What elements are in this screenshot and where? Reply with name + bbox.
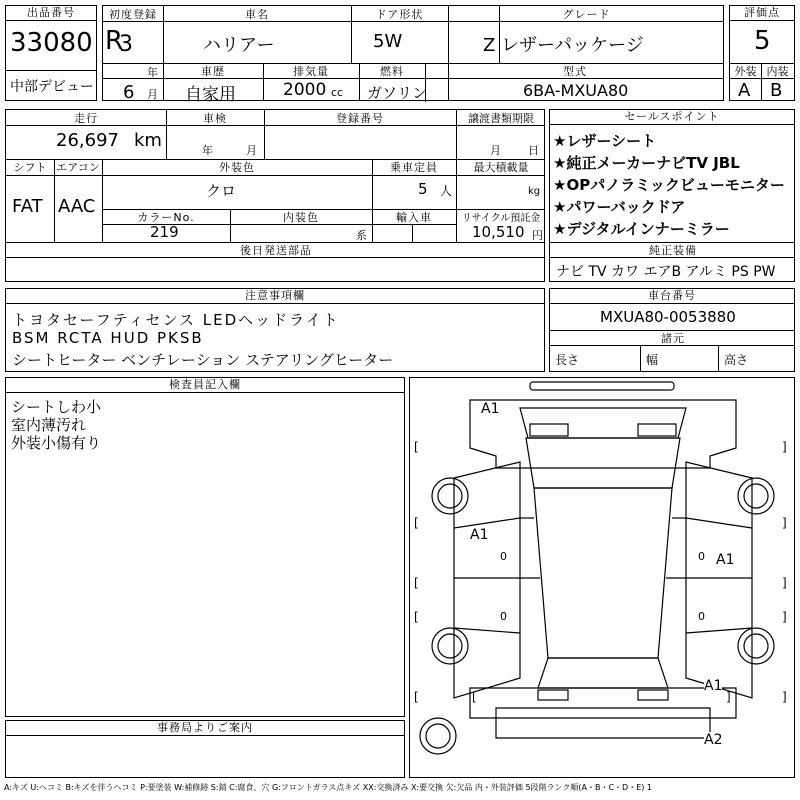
inspection-label: 車検 — [203, 112, 227, 125]
damage-diagram-box — [409, 377, 795, 778]
lot-number: 33080 — [10, 28, 93, 58]
inspector-line: 外装小傷有り — [11, 434, 102, 452]
history: 自家用 — [185, 85, 236, 105]
zero-mark: 0 — [698, 610, 705, 623]
inspector-box — [5, 377, 405, 717]
month-unit: 月 — [147, 88, 158, 101]
plate-label: 登録番号 — [336, 112, 384, 125]
score: 5 — [754, 26, 771, 56]
grade-label: グレード — [562, 8, 611, 21]
notes-label: 注意事項欄 — [6, 289, 544, 304]
door-label: ドア形状 — [375, 8, 424, 21]
note-line: BSM RCTA HUD PKSB — [12, 329, 204, 347]
era: R — [105, 26, 124, 56]
bracket: [ — [414, 610, 419, 624]
score-box — [729, 5, 795, 101]
notes-box — [5, 288, 545, 372]
shift: FAT — [12, 196, 43, 217]
recycle-label: リサイクル預託金 — [461, 213, 541, 224]
zero-mark: 0 — [500, 550, 507, 563]
transfer-day-unit: 日 — [528, 144, 539, 157]
reg-month: 6 — [123, 82, 135, 103]
bracket: ] — [782, 516, 787, 530]
ext-color-label: 外装色 — [219, 161, 255, 174]
shift-label: シフト — [13, 161, 47, 174]
insp-month-unit: 月 — [246, 144, 257, 157]
name-label: 車名 — [245, 8, 269, 21]
transfer-label: 譲渡書類期限 — [468, 112, 534, 125]
fuel-label: 燃料 — [380, 65, 404, 78]
equipment-label: 純正装備 — [649, 244, 697, 257]
bracket: [ — [414, 440, 419, 454]
length-label: 長さ — [555, 353, 580, 367]
grade: Z レザーパッケージ — [483, 35, 644, 56]
score-label: 評価点 — [730, 6, 794, 21]
seats-unit: 人 — [440, 184, 453, 198]
lot-label: 出品番号 — [6, 6, 96, 21]
detail-box — [5, 109, 545, 282]
ac-label: エアコン — [56, 161, 100, 174]
mileage: 26,697 — [56, 130, 119, 151]
chassis-box — [549, 288, 795, 372]
damage-mark: A1 — [704, 678, 723, 694]
displacement: 2000 — [283, 80, 327, 100]
bracket: ] — [782, 610, 787, 624]
seats-label: 乗車定員 — [390, 161, 438, 174]
inspector-line: 室内薄汚れ — [11, 416, 87, 434]
color-no: 219 — [150, 223, 179, 241]
int-color-unit: 系 — [356, 229, 367, 242]
insp-year-unit: 年 — [202, 144, 213, 157]
color-no-label: カラーNo. — [137, 211, 195, 224]
bracket: [ — [414, 576, 419, 590]
selling-item: ★レザーシート — [553, 132, 657, 150]
km-unit: km — [134, 130, 162, 151]
damage-mark: A1 — [481, 401, 500, 417]
zero-mark: 0 — [698, 550, 705, 563]
ac: AAC — [58, 196, 96, 217]
selling-item: ★パワーバックドア — [553, 198, 686, 216]
height-label: 高さ — [724, 353, 749, 367]
mileage-label: 走行 — [74, 112, 98, 125]
fuel: ガソリン — [367, 84, 428, 102]
damage-mark: A2 — [704, 732, 723, 748]
lot-box — [5, 5, 97, 101]
door-type: 5W — [373, 31, 403, 52]
ext-grade: A — [738, 80, 751, 101]
dims-label: 諸元 — [661, 332, 685, 345]
transfer-month-unit: 月 — [490, 144, 501, 157]
chassis-number: MXUA80-0053880 — [600, 308, 736, 326]
selling-item: ★OPパノラミックビューモニター — [553, 176, 785, 194]
first-reg-label: 初度登録 — [109, 8, 157, 21]
yen-unit: 円 — [532, 229, 543, 242]
recycle-fee: 10,510 — [472, 223, 525, 241]
reg-year: 3 — [119, 32, 133, 57]
note-line: トヨタセーフティセンス LEDヘッドライト — [12, 311, 340, 329]
legend-text: A:キズ U:ヘコミ B:キズを伴うヘコミ P:要塗装 W:補修跡 S:錆 C:腐食、穴 G:フロントガラス点キズ XX:交換済み X:要交換 欠:欠品 内・外装評価 5段階ランク順(A・B・C・D・E) 1 — [4, 783, 653, 792]
width-label: 幅 — [646, 353, 659, 367]
selling-label: セールスポイント — [550, 110, 794, 125]
chassis-label: 車台番号 — [550, 289, 794, 304]
model: 6BA-MXUA80 — [523, 81, 629, 100]
bracket: [ — [414, 690, 419, 704]
bracket: [ — [472, 690, 477, 704]
debut-label: 中部デビュー — [10, 79, 94, 95]
equipment-list: ナビ TV カワ エアB アルミ PS PW — [556, 264, 776, 280]
car-name: ハリアー — [203, 35, 275, 56]
year-unit: 年 — [147, 66, 158, 79]
displacement-label: 排気量 — [293, 65, 329, 78]
note-line: シートヒーター ベンチレーション ステアリングヒーター — [12, 351, 394, 369]
int-color-label: 内装色 — [283, 211, 319, 224]
inspector-label: 検査員記入欄 — [6, 378, 404, 393]
zero-mark: 0 — [500, 610, 507, 623]
selling-item: ★純正メーカーナビTV JBL — [553, 154, 740, 172]
bracket: ] — [726, 690, 731, 704]
bracket: ] — [782, 576, 787, 590]
bracket: ] — [782, 690, 787, 704]
bracket: ] — [782, 440, 787, 454]
load-label: 最大積載量 — [473, 161, 529, 174]
office-label: 事務局よりご案内 — [6, 721, 404, 736]
inspector-line: シートしわ小 — [11, 398, 102, 416]
car-outline-diagram — [410, 378, 796, 779]
damage-mark: A1 — [716, 552, 735, 568]
car-info-box — [102, 5, 724, 105]
seats: 5 — [418, 180, 428, 198]
model-label: 型式 — [563, 65, 587, 78]
kg-unit: kg — [528, 186, 541, 197]
history-label: 車歴 — [201, 65, 225, 78]
bracket: [ — [414, 516, 419, 530]
selling-item: ★デジタルインナーミラー — [553, 220, 730, 238]
int-grade-label: 内装 — [766, 65, 789, 78]
int-grade: B — [770, 80, 783, 101]
later-parts-label: 後日発送部品 — [240, 244, 312, 257]
cc-unit: cc — [331, 86, 344, 99]
selling-points-box — [549, 109, 795, 282]
office-box — [5, 720, 405, 778]
ext-color: クロ — [206, 182, 237, 200]
damage-mark: A1 — [470, 527, 489, 543]
import-label: 輸入車 — [396, 211, 432, 224]
ext-grade-label: 外装 — [734, 65, 757, 78]
